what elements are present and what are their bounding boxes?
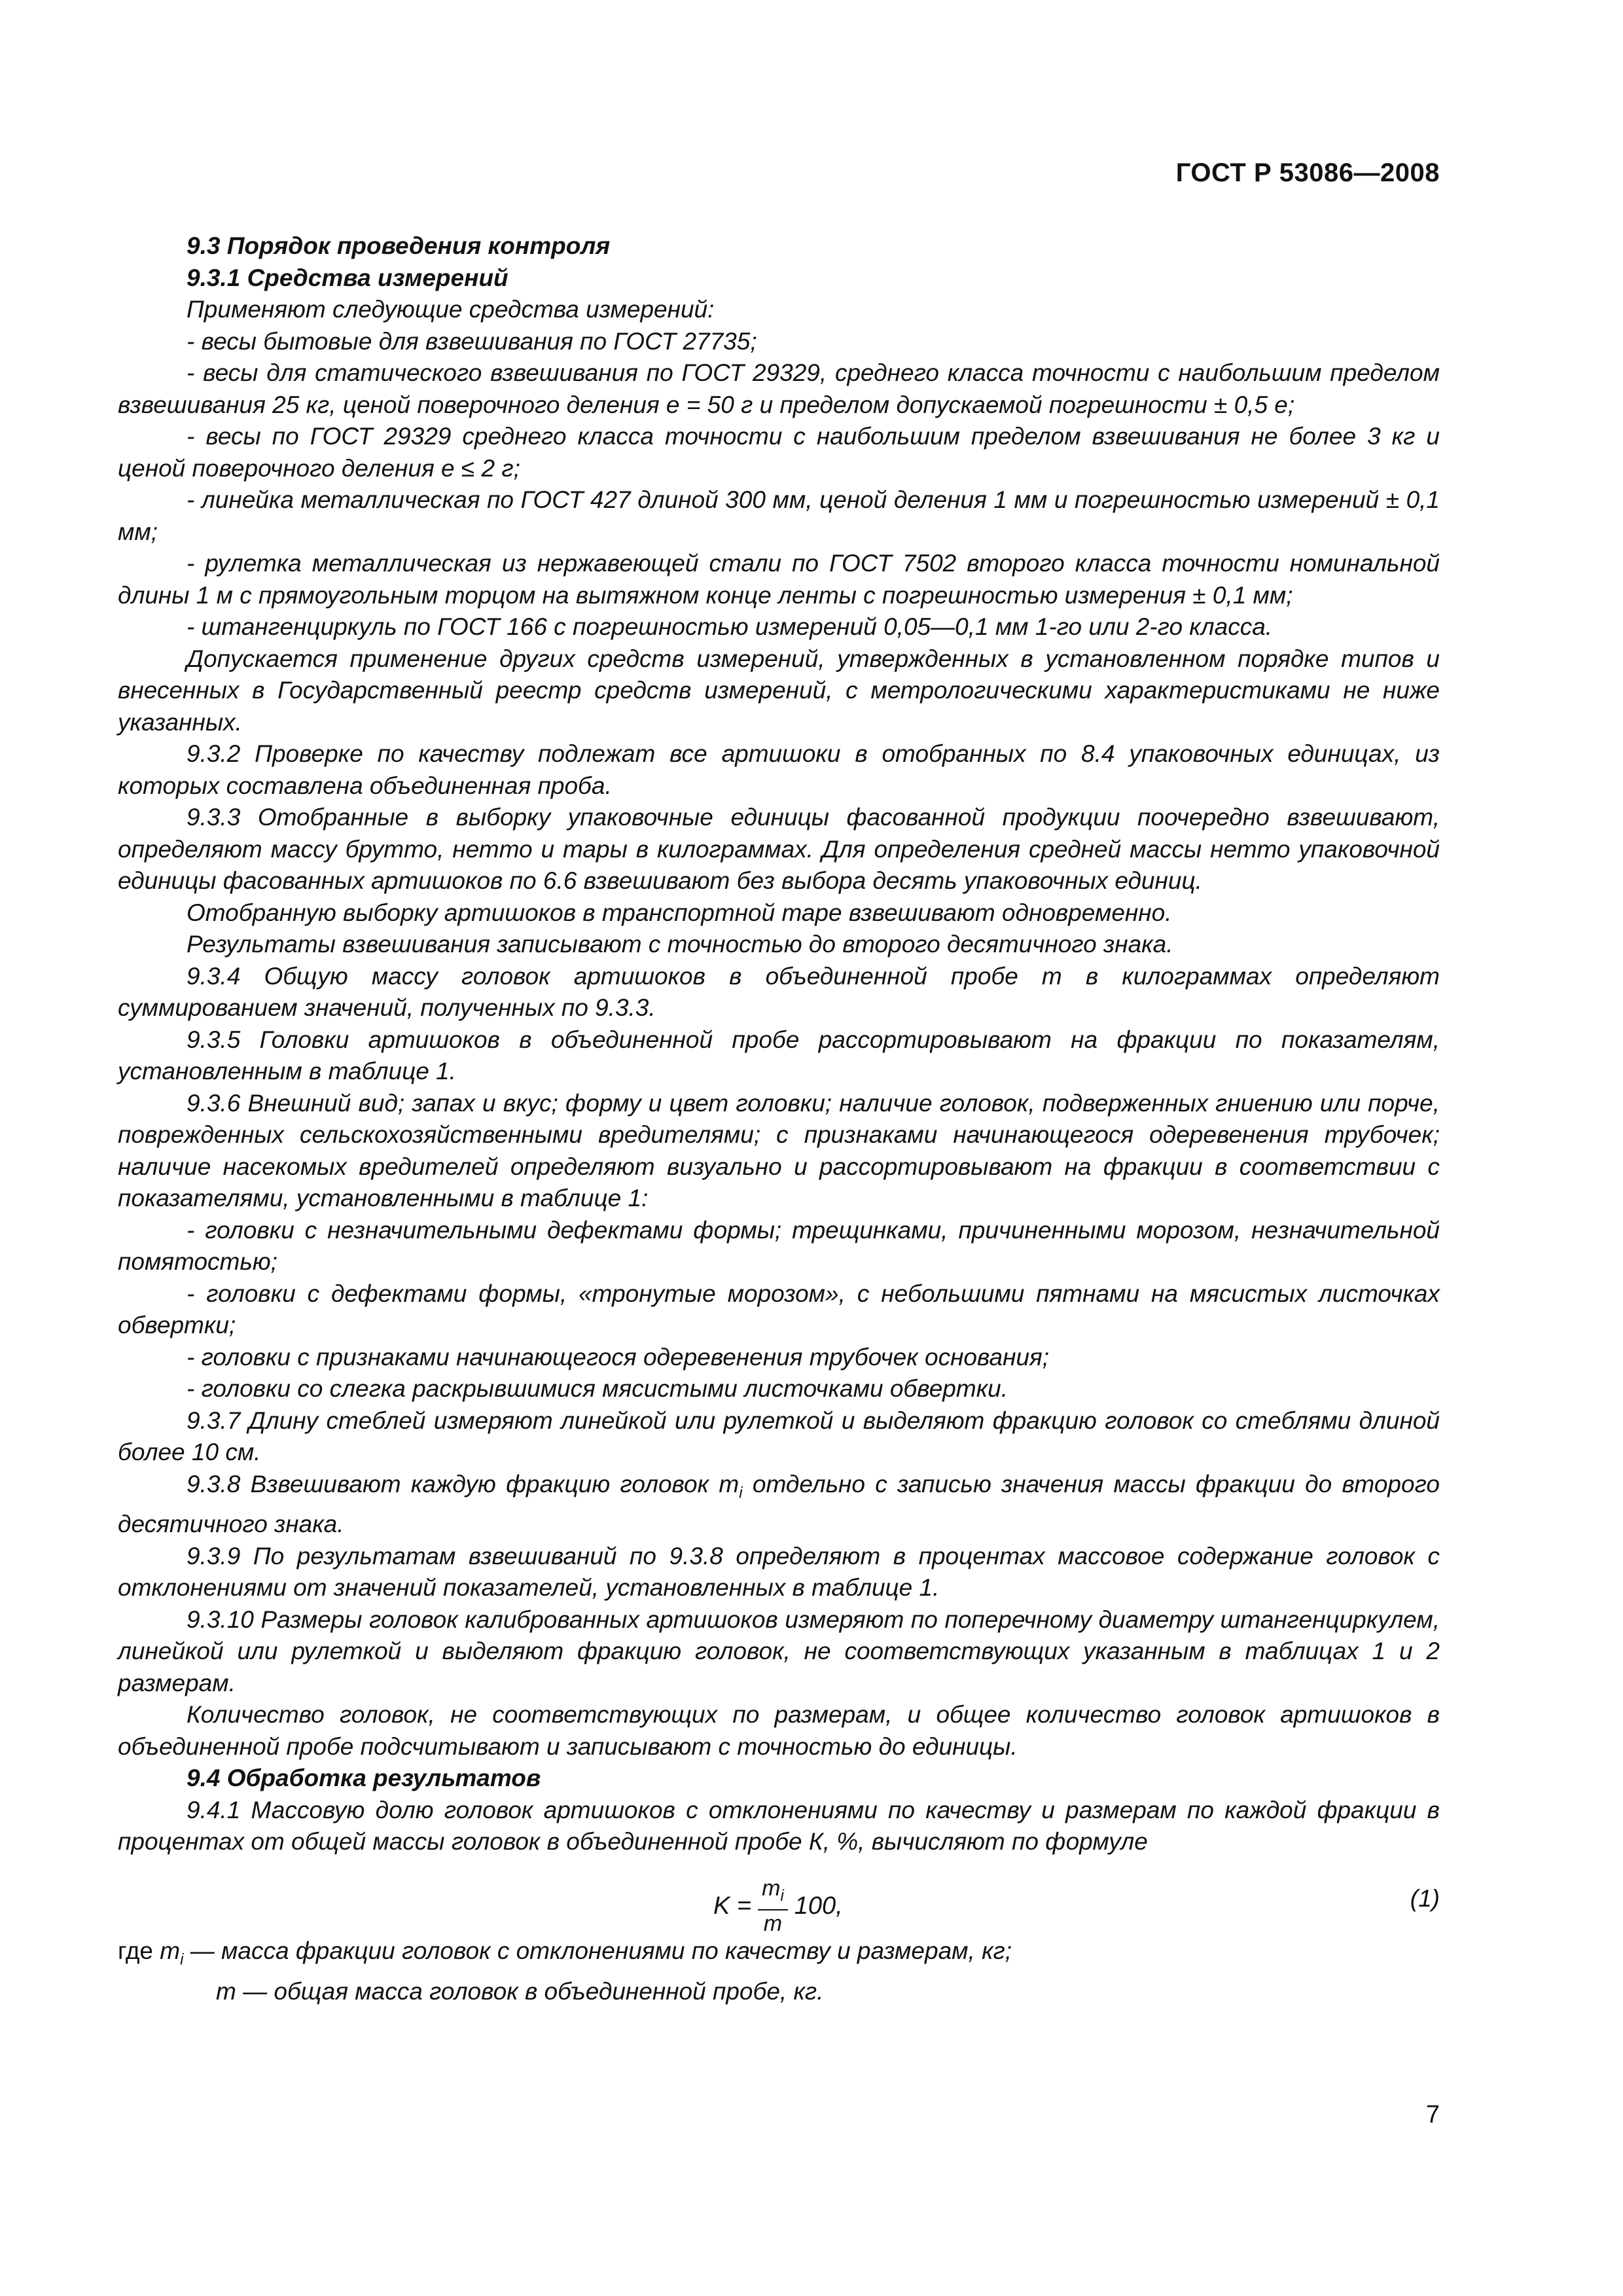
paragraph-9-3-8: [118, 1469, 1440, 1541]
tool-item: - линейка металлическая по ГОСТ 427 длиной 300 мм, ценой деления 1 мм и погрешностью измерений ± 0,1 мм;: [118, 486, 1440, 545]
paragraph-9-3-10: 9.3.10 Размеры головок калиброванных артишоков измеряют по поперечному диаметру штангенциркулем, линейкой или рулеткой и выделяют фракцию головок, не соответствующих указанным в таблицах 1 и 2 размерам.: [118, 1605, 1440, 1696]
defect-item: - головки с незначительными дефектами формы; трещинками, причиненными морозом, незначительной помятостью;: [118, 1216, 1440, 1275]
formula-lhs: K =: [713, 1892, 752, 1920]
paragraph-9-3-6: 9.3.6 Внешний вид; запах и вкус; форму и цвет головки; наличие головок, подверженных гниению или порче, поврежденных сельскохозяйственными вредителями; с признаками начинающегося одеревенения трубочек; наличие насекомых вредителей определяют визуально и рассортировывают на фракции в соответствии с показателями, установленными в таблице 1:: [118, 1089, 1440, 1211]
paragraph-9-4-1: 9.4.1 Массовую долю головок артишоков с отклонениями по качеству и размерам по каждой фракции в процентах от общей массы головок в объединенной пробе К, %, вычисляют по формуле: [118, 1796, 1440, 1856]
formula-denominator: m: [763, 1910, 783, 1936]
where-line-1: [118, 1935, 1440, 1976]
document-page: [118, 0, 1440, 2296]
results-paragraph: Результаты взвешивания записывают с точностью до второго десятичного знака.: [187, 931, 1173, 958]
intro-paragraph: Применяют следующие средства измерений:: [187, 296, 715, 323]
where-line-2: m — общая масса головок в объединенной пробе, кг.: [216, 1977, 824, 2005]
section-9-3-heading: 9.3 Порядок проведения контроля: [187, 232, 611, 259]
where-desc1: — масса фракции головок с отклонениями по качеству и размерам, кг;: [183, 1937, 1012, 1964]
tool-item: - весы бытовые для взвешивания по ГОСТ 27735;: [187, 327, 757, 355]
paragraph-9-3-3: 9.3.3 Отобранные в выборку упаковочные единицы фасованной продукции поочередно взвешивают, определяют массу брутто, нетто и тары в килограммах. Для определения средней массы нетто упаковочной единицы фасованных артишоков по 6.6 взвешивают без выбора десять упаковочных единиц.: [118, 804, 1440, 894]
formula-number: (1): [1410, 1884, 1440, 1912]
where-var1: m: [160, 1937, 181, 1964]
numerator-subscript: i: [780, 1886, 784, 1905]
tool-item: - весы для статического взвешивания по ГОСТ 29329, среднего класса точности с наибольшим пределом взвешивания 25 кг, ценой поверочного деления е = 50 г и пределом допускаемой погрешности ± 0,5 е;: [118, 359, 1440, 418]
paragraph-9-3-2: 9.3.2 Проверке по качеству подлежат все артишоки в отобранных по 8.4 упаковочных единицах, из которых составлена объединенная проба.: [118, 740, 1440, 799]
paragraph-9-3-5: 9.3.5 Головки артишоков в объединенной пробе рассортировывают на фракции по показателям, установленным в таблице 1.: [118, 1026, 1440, 1085]
defect-item: - головки с признаками начинающегося одеревенения трубочек основания;: [187, 1343, 1050, 1371]
paragraph-9-3-9: 9.3.9 По результатам взвешиваний по 9.3.8 определяют в процентах массовое содержание головок с отклонениями от значений показателей, установленных в таблице 1.: [118, 1542, 1440, 1602]
defect-item: - головки с дефектами формы, «тронутые морозом», с небольшими пятнами на мясистых листочках обвертки;: [118, 1280, 1440, 1338]
allowed-paragraph: Допускается применение других средств измерений, утвержденных в установленном порядке типов и внесенных в Государственный реестр средств измерений, с метрологическими характеристиками не ниже указанных.: [118, 645, 1440, 736]
paragraph-9-3-4: 9.3.4 Общую массу головок артишоков в объединенной пробе m в килограммах определяют суммированием значений, полученных по 9.3.3.: [118, 962, 1440, 1021]
body-text: [118, 230, 1440, 2007]
formula-block: [118, 1863, 1440, 1935]
where-lead: где: [118, 1937, 154, 1964]
formula-numerator: [758, 1875, 788, 1910]
formula-expression: [713, 1875, 843, 1937]
numerator-var: m: [762, 1875, 781, 1901]
tool-item: - весы по ГОСТ 29329 среднего класса точности с наибольшим пределом взвешивания не более 3 кг и ценой поверочного деления е ≤ 2 г;: [118, 423, 1440, 482]
section-9-4-heading: 9.4 Обработка результатов: [187, 1765, 541, 1792]
paragraph-9-3-7: 9.3.7 Длину стеблей измеряют линейкой или рулеткой и выделяют фракцию головок со стеблями длиной более 10 см.: [118, 1407, 1440, 1465]
formula-rhs: 100,: [794, 1892, 843, 1920]
p-9-3-8-text-a: 9.3.8 Взвешивают каждую фракцию головок m: [187, 1470, 740, 1498]
count-paragraph: Количество головок, не соответствующих по размерам, и общее количество головок артишоков в объединенной пробе подсчитывают и записывают с точностью до единицы.: [118, 1701, 1440, 1760]
p-9-3-8-text-b: отдельно с записью значения массы фракции до второго десятичного знака.: [118, 1470, 1440, 1538]
tool-item: - штангенциркуль по ГОСТ 166 с погрешностью измерений 0,05—0,1 мм 1-го или 2-го класса.: [187, 613, 1273, 640]
where-var1-subscript: i: [180, 1950, 184, 1969]
p-9-3-8-subscript: i: [739, 1483, 743, 1501]
section-9-3-1-heading: 9.3.1 Средства измерений: [187, 264, 508, 291]
standard-code: ГОСТ Р 53086—2008: [1175, 158, 1440, 187]
transport-paragraph: Отобранную выборку артишоков в транспортной таре взвешивают одновременно.: [187, 899, 1172, 926]
tool-item: - рулетка металлическая из нержавеющей стали по ГОСТ 7502 второго класса точности номинальной длины 1 м с прямоугольным торцом на вытяжном конце ленты с погрешностью измерения ± 0,1 мм;: [118, 550, 1440, 609]
defect-item: - головки со слегка раскрывшимися мясистыми листочками обвертки.: [187, 1375, 1008, 1402]
page-number: 7: [1425, 2101, 1440, 2128]
formula-fraction: [758, 1875, 788, 1937]
